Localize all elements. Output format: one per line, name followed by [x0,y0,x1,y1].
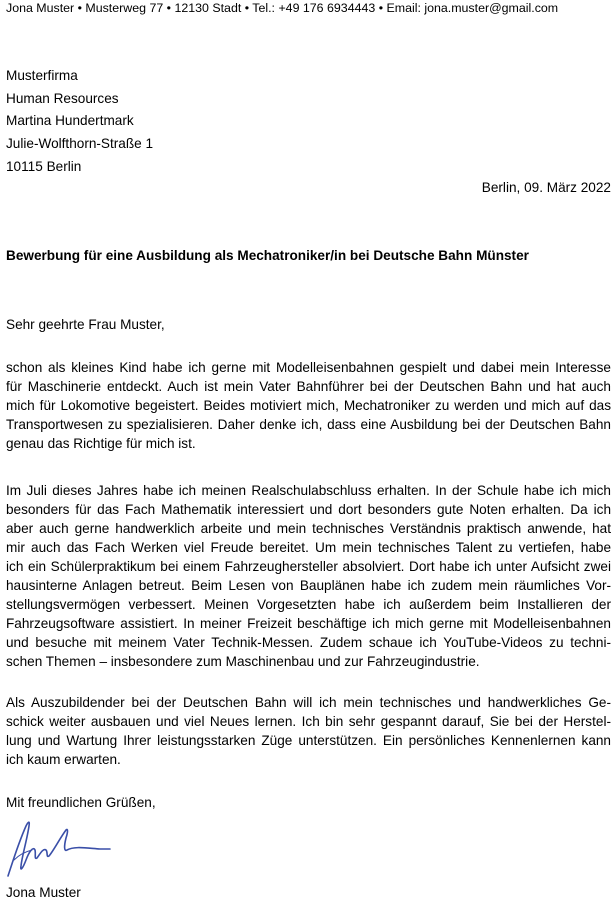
handwritten-signature [4,814,114,880]
paragraph-line: besonders für das Fach Mathematik interessiert und dort besonders gute Noten erhalten. Da ich [6,502,611,517]
paragraph-line: aber auch gerne handwerklich arbeite und mein technisches Verständnis praktisch anwende, hat [6,521,611,536]
paragraph-line: hausinterne Anlagen betreut. Beim Lesen von Bauplänen habe ich zudem mein räumliches Vor- [6,578,611,593]
recipient-name: Martina Hundertmark [6,113,134,129]
paragraph-line: Als Auszubildender bei der Deutschen Bahn will ich mein technisches und handwerkliches Ge- [6,695,611,710]
recipient-street: Julie-Wolfthorn-Straße 1 [6,136,154,152]
paragraph-line: stellungsvermögen verbessert. Meinen Vorgesetzten habe ich außerdem beim Installieren der [6,597,611,612]
paragraph-line: schon als kleines Kind habe ich gerne mit Modelleisenbahnen gespielt und dabei mein Interesse [6,360,611,375]
paragraph-line: schen Themen – insbesondere zum Maschinenbau und zur Fahrzeugindustrie. [6,654,480,669]
paragraph-line: Im Juli dieses Jahres habe ich meinen Realschulabschluss erhalten. In der Schule habe ich mich [6,483,611,498]
body-paragraph-1 [6,358,611,453]
paragraph-line: genau das Richtige für mich ist. [6,436,196,451]
paragraph-line: ich kaum erwarten. [6,752,121,767]
recipient-company: Musterfirma [6,68,78,83]
recipient-city: 10115 Berlin [6,158,82,174]
paragraph-line: für Maschinerie entdeckt. Auch ist mein Vater Bahnführer bei der Deutschen Bahn und hat auch [6,379,611,394]
paragraph-line: Transportwesen zu spezialisieren. Daher denke ich, dass eine Ausbildung bei der Deutschen Bahn [6,417,611,432]
paragraph-line: mich für Lokomotive begeistert. Beides motiviert mich, Mechatroniker zu werden und mich auf das [6,398,611,413]
signer-name: Jona Muster [6,885,81,900]
paragraph-line: mir auch das Fach Werken viel Freude bereitet. Um mein technisches Talent zu vertiefen, habe [6,540,611,555]
body-paragraph-2 [6,481,611,671]
body-paragraph-3 [6,693,611,769]
subject-line: Bewerbung für eine Ausbildung als Mechatroniker/in bei Deutsche Bahn Münster [6,248,529,263]
letter-date: Berlin, 09. März 2022 [481,180,611,195]
paragraph-line: lung und Wartung Ihrer leistungsstarken Züge unterstützen. Ein persönliches Kennenlernen kann [6,733,611,748]
closing-phrase: Mit freundlichen Grüßen, [6,795,156,810]
paragraph-line: und besuche mit meinem Vater Technik-Messen. Zudem schaue ich YouTube-Videos zu techni- [6,635,611,650]
paragraph-line: Fahrzeugsoftware assistiert. In meiner Freizeit beschäftige ich mich gerne mit Modelleisenbahnen [6,616,611,631]
paragraph-line: schick weiter ausbauen und viel Neues lernen. Ich bin sehr gespannt darauf, Sie bei der Herstel- [6,714,611,729]
sender-line: Jona Muster • Musterweg 77 • 12130 Stadt • Tel.: +49 176 6934443 • Email: jona.muster@gmail.com [6,1,559,15]
recipient-address [6,65,153,179]
recipient-department: Human Resources [6,90,119,106]
signature-stroke [8,822,110,876]
salutation: Sehr geehrte Frau Muster, [6,317,165,332]
paragraph-line: ich ein Schülerpraktikum bei einem Fahrzeughersteller absolviert. Dort habe ich unter Aufsicht zwei [6,559,611,574]
